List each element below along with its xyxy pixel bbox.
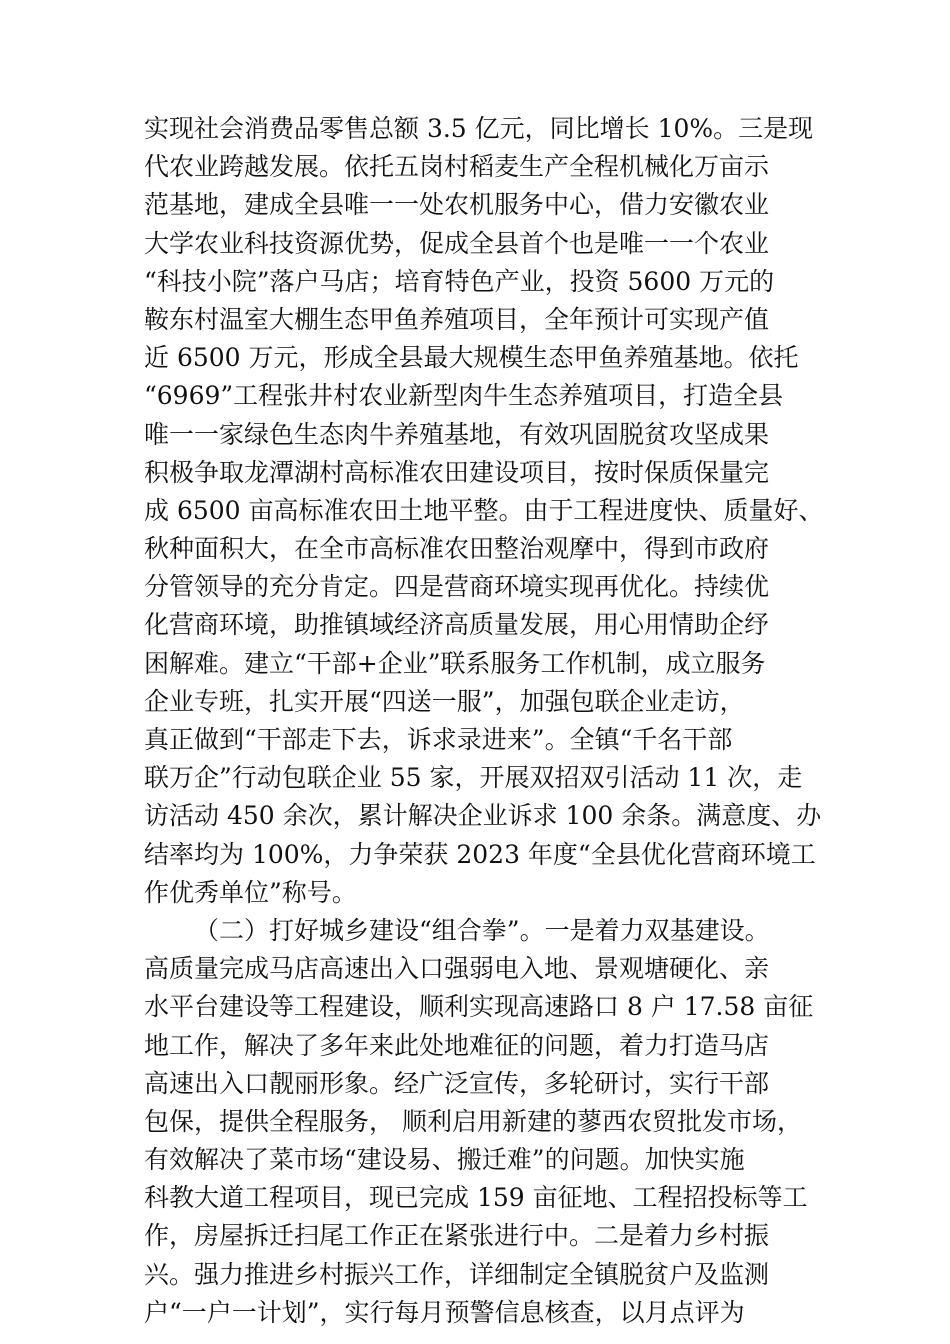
text-line: 作，房屋拆迁扫尾工作正在紧张进行中。二是着力乡村振 [144, 1221, 770, 1251]
text-line: 成 6500 亩高标准农田土地平整。由于工程进度快、质量好、 [144, 495, 824, 525]
text-line: 范基地，建成全县唯一一处农机服务中心，借力安徽农业 [144, 190, 770, 220]
text-line: 水平台建设等工程建设，顺利实现高速路口 8 户 17.58 亩征 [144, 992, 814, 1022]
text-line: 户“一户一计划”，实行每月预警信息核查，以月点评为 [144, 1297, 745, 1327]
text-line: 联万企”行动包联企业 55 家，开展双招双引活动 11 次，走 [144, 763, 803, 793]
text-line: 地工作，解决了多年来此处地难征的问题，着力打造马店 [144, 1030, 770, 1060]
text-line: 困解难。建立“干部+企业”联系服务工作机制，成立服务 [144, 648, 766, 678]
text-line: “6969”工程张井村农业新型肉牛生态养殖项目，打造全县 [144, 381, 784, 411]
section-heading-line: （二）打好城乡建设“组合拳”。一是着力双基建设。 [194, 915, 770, 945]
text-line: 高速出入口靓丽形象。经广泛宣传，多轮研讨，实行干部 [144, 1068, 770, 1098]
text-line: 代农业跨越发展。依托五岗村稻麦生产全程机械化万亩示 [144, 152, 770, 182]
text-line: 唯一一家绿色生态肉牛养殖基地，有效巩固脱贫攻坚成果 [144, 419, 770, 449]
text-line: 高质量完成马店高速出入口强弱电入地、景观塘硬化、亲 [144, 954, 770, 984]
text-line: 大学农业科技资源优势，促成全县首个也是唯一一个农业 [144, 228, 770, 258]
text-line: 作优秀单位”称号。 [144, 877, 357, 907]
text-line: 兴。强力推进乡村振兴工作，详细制定全镇脱贫户及监测 [144, 1259, 770, 1289]
text-line: 分管领导的充分肯定。四是营商环境实现再优化。持续优 [144, 572, 770, 602]
text-line: 近 6500 万元，形成全县最大规模生态甲鱼养殖基地。依托 [144, 343, 799, 373]
text-line: 真正做到“干部走下去，诉求录进来”。全镇“千名干部 [144, 725, 733, 754]
text-line: 科教大道工程项目，现已完成 159 亩征地、工程招投标等工 [144, 1183, 808, 1213]
text-line: 结率均为 100%，力争荣获 2023 年度“全县优化营商环境工 [144, 839, 816, 869]
text-line: 积极争取龙潭湖村高标准农田建设项目，按时保质保量完 [144, 457, 770, 487]
text-line: “科技小院”落户马店；培育特色产业，投资 5600 万元的 [144, 266, 775, 296]
body-text [144, 110, 844, 1332]
text-line: 有效解决了菜市场“建设易、搬迁难”的问题。加快实施 [144, 1145, 745, 1175]
text-line: 鞍东村温室大棚生态甲鱼养殖项目，全年预计可实现产值 [144, 304, 770, 334]
text-line: 访活动 450 余次，累计解决企业诉求 100 余条。满意度、办 [144, 801, 822, 831]
text-line: 化营商环境，助推镇域经济高质量发展，用心用情助企纾 [144, 610, 770, 640]
text-line: 包保，提供全程服务， 顺利启用新建的蓼西农贸批发市场， [144, 1106, 802, 1136]
text-line: 实现社会消费品零售总额 3.5 亿元，同比增长 10%。三是现 [144, 114, 814, 143]
text-line: 秋种面积大，在全市高标准农田整治观摩中，得到市政府 [144, 534, 770, 564]
text-line: 企业专班，扎实开展“四送一服”，加强包联企业走访， [144, 686, 745, 716]
